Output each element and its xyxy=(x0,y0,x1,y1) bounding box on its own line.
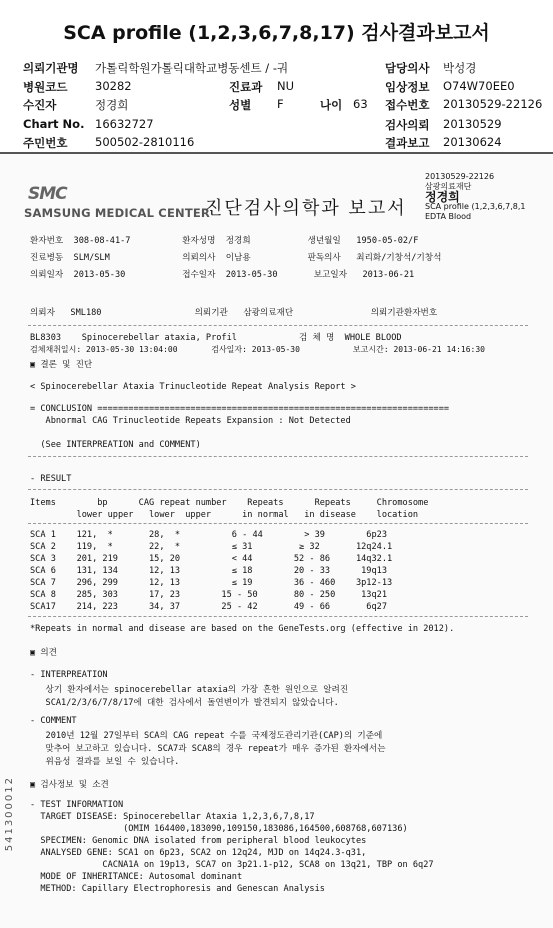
value-institution: 가톨릭학원가톨릭대학교병동센트 / -궈 xyxy=(95,61,289,75)
value-report-date: 20130624 xyxy=(443,135,502,149)
conclusion-heading: = CONCLUSION ==================================================================== xyxy=(30,404,450,414)
label-clinical-info: 임상정보 xyxy=(385,80,430,94)
separator xyxy=(28,325,528,326)
label-receipt-no: 접수번호 xyxy=(385,98,430,112)
comment-line: 위음성 결과를 보일 수 있습니다. xyxy=(30,757,180,767)
section-conclusion: ▣ 결론 및 진단 xyxy=(30,360,93,370)
test-info-line: (OMIM 164400,183090,109150,183086,164500,608768,607136) xyxy=(30,824,408,834)
label-patient: 수진자 xyxy=(23,98,57,112)
stamp-specimen: EDTA Blood xyxy=(425,212,472,221)
see-note: (See INTERPREATION and COMMENT) xyxy=(30,440,201,450)
specimen-label xyxy=(425,172,550,222)
test-info-line: CACNA1A on 19p13, SCA7 on 3p21.1-p12, SCA8 on 13q21, TBP on 6q27 xyxy=(30,860,434,870)
value-age: 63 xyxy=(353,97,368,111)
report-title: 진단검사의학과 보고서 xyxy=(205,198,407,219)
label-resident-no: 주민번호 xyxy=(23,136,68,150)
label-doctor: 담당의사 xyxy=(385,61,430,75)
table-row: SCA 3 201, 219 15, 20 < 44 52 - 86 14q32.1 xyxy=(30,554,393,564)
header-row-id xyxy=(23,135,543,153)
conclusion-text: Abnormal CAG Trinucleotide Repeats Expansion : Not Detected xyxy=(30,416,351,426)
scanned-report xyxy=(0,154,553,928)
smc-logo: SMC xyxy=(28,184,67,204)
header-row-institution xyxy=(23,60,543,78)
value-request-date: 20130529 xyxy=(443,117,502,131)
label-sex: 성별 xyxy=(229,98,252,112)
stamp-receipt: 20130529-22126 xyxy=(425,172,495,181)
interpretation-heading: - INTERPREATION xyxy=(30,670,108,680)
label-hospital-code: 병원코드 xyxy=(23,80,68,94)
stamp-test: SCA profile (1,2,3,6,7,8,1 xyxy=(425,202,526,211)
section-test-info: ▣ 검사정보 및 소견 xyxy=(30,780,109,790)
label-report-date: 결과보고 xyxy=(385,136,430,150)
times-row: 검체채취일시: 2013-05-30 13:04:00 검사일자: 2013-05-30 보고시간: 2013-06-21 14:16:30 xyxy=(30,345,485,354)
section-opinion: ▣ 의견 xyxy=(30,648,57,658)
table-row: SCA 8 285, 303 17, 23 15 - 50 80 - 250 13q21 xyxy=(30,590,387,600)
separator xyxy=(28,523,528,524)
separator xyxy=(28,616,528,617)
result-heading: - RESULT xyxy=(30,474,72,484)
comment-line: 2010년 12월 27일부터 SCA의 CAG repeat 수를 국제정도관리기관(CAP)의 기준에 xyxy=(30,731,383,741)
label-department: 진료과 xyxy=(229,80,263,94)
table-header-1: Items bp CAG repeat number Repeats Repeats Chromosome xyxy=(30,498,429,508)
value-hospital-code: 30282 xyxy=(95,79,132,93)
header-row-chart xyxy=(23,117,543,135)
value-resident-no: 500502-2810116 xyxy=(95,135,195,149)
header-row-patient xyxy=(23,97,543,115)
report-name: < Spinocerebellar Ataxia Trinucleotide Repeat Analysis Report > xyxy=(30,382,356,392)
test-info-heading: - TEST INFORMATION xyxy=(30,800,124,810)
value-clinical-info: O74W70EE0 xyxy=(443,79,515,93)
label-request-date: 검사의뢰 xyxy=(385,118,430,132)
stamp-lab: 삼광의료재단 xyxy=(425,182,472,191)
separator xyxy=(28,489,528,490)
test-info-line: METHOD: Capillary Electrophoresis and Genescan Analysis xyxy=(30,884,325,894)
comment-heading: - COMMENT xyxy=(30,716,77,726)
comment-line: 맞추어 보고하고 있습니다. SCA7과 SCA8의 경우 repeat가 매우 증가된 환자에서는 xyxy=(30,744,386,754)
value-receipt-no: 20130529-22126 xyxy=(443,97,543,111)
info-row-1: 환자번호 308-08-41-7 환자성명 정경희 생년월일 1950-05-02/F xyxy=(30,236,419,246)
header-row-hospital-code xyxy=(23,79,543,97)
value-department: NU xyxy=(277,79,295,93)
label-chart-no: Chart No. xyxy=(23,117,85,131)
test-row: BL8303 Spinocerebellar ataxia, Profil 검 체 명 WHOLE BLOOD xyxy=(30,333,402,343)
interpretation-line: SCA1/2/3/6/7/8/17에 대한 검사에서 돌연변이가 발견되지 않았습니다. xyxy=(30,698,339,708)
test-info-line: ANALYSED GENE: SCA1 on 6p23, SCA2 on 12q24, MJD on 14q24.3-q31, xyxy=(30,848,367,858)
value-chart-no: 16632727 xyxy=(95,117,154,131)
table-row: SCA 6 131, 134 12, 13 ≤ 18 20 - 33 19q13 xyxy=(30,566,387,576)
table-row: SCA 7 296, 299 12, 13 ≤ 19 36 - 460 3p12-13 xyxy=(30,578,393,588)
separator xyxy=(28,456,528,457)
table-row: SCA17 214, 223 34, 37 25 - 42 49 - 66 6q27 xyxy=(30,602,387,612)
footnote: *Repeats in normal and disease are based on the GeneTests.org (effective in 2012). xyxy=(30,624,455,634)
info-row-3: 의뢰일자 2013-05-30 접수일자 2013-05-30 보고일자 2013-06-21 xyxy=(30,270,415,280)
table-header-2: lower upper lower upper in normal in disease location xyxy=(30,510,419,520)
test-info-line: MODE OF INHERITANCE: Autosomal dominant xyxy=(30,872,243,882)
stamp-patient: 정경희 xyxy=(425,190,460,204)
table-row: SCA 2 119, * 22, * ≤ 31 ≥ 32 12q24.1 xyxy=(30,542,393,552)
test-info-line: TARGET DISEASE: Spinocerebellar Ataxia 1,2,3,6,7,8,17 xyxy=(30,812,315,822)
label-institution: 의뢰기관명 xyxy=(23,61,79,75)
side-code: 541300012 xyxy=(4,776,15,852)
test-info-line: SPECIMEN: Genomic DNA isolated from peripheral blood leukocytes xyxy=(30,836,367,846)
interpretation-line: 상기 환자에서는 spinocerebellar ataxia의 가장 흔한 원인으로 알려진 xyxy=(30,685,349,695)
value-sex: F xyxy=(277,97,284,111)
org-name: SAMSUNG MEDICAL CENTER xyxy=(24,206,210,220)
page-title: SCA profile (1,2,3,6,7,8,17) 검사결과보고서 xyxy=(63,22,490,44)
value-doctor: 박성경 xyxy=(443,61,477,75)
client-row: 의뢰자 SML180 의뢰기관 삼광의료재단 의뢰기관환자번호 xyxy=(30,308,438,318)
label-age: 나이 xyxy=(320,98,343,112)
table-row: SCA 1 121, * 28, * 6 - 44 > 39 6p23 xyxy=(30,530,387,540)
value-patient: 정경희 xyxy=(95,98,129,112)
info-row-2: 진료병동 SLM/SLM 의뢰의사 이남용 판독의사 최리화/기창석/기창석 xyxy=(30,253,442,263)
